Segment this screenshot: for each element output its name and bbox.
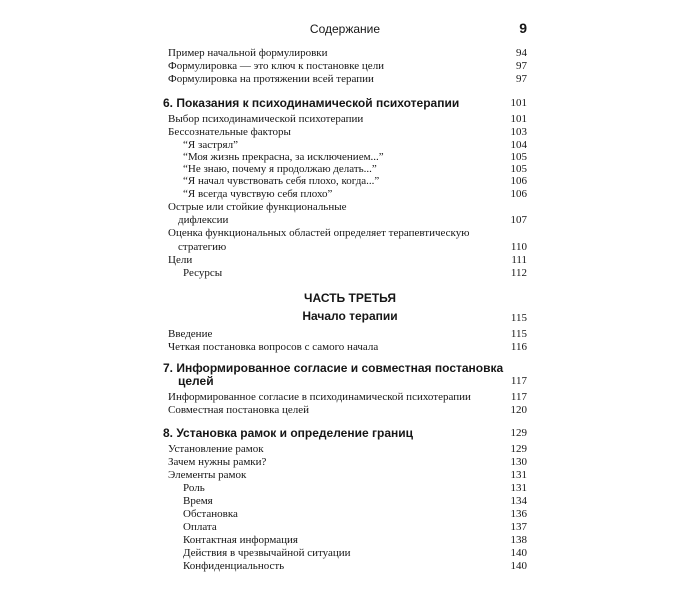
toc-entry-page: 137 xyxy=(510,521,527,533)
toc-entry-text: Время xyxy=(183,495,213,507)
toc-entry-text: “Не знаю, почему я продолжаю делать...” xyxy=(183,163,377,175)
running-header xyxy=(163,20,527,38)
toc-entry-page: 103 xyxy=(510,126,527,138)
toc-entry-text: Формулировка на протяжении всей терапии xyxy=(168,73,374,85)
toc-entry-text: Установление рамок xyxy=(168,443,264,455)
toc-entry-text: Оплата xyxy=(183,521,217,533)
toc-entry-text: стратегию xyxy=(178,241,227,253)
toc-entry-page: 138 xyxy=(510,534,527,546)
toc-entry-text: Бессознательные факторы xyxy=(168,126,291,138)
toc-entry-text: Зачем нужны рамки? xyxy=(168,456,267,468)
page-number: 9 xyxy=(519,20,527,36)
toc-entry-page: 106 xyxy=(510,175,527,187)
toc-entry-text: Четкая постановка вопросов с самого начала xyxy=(168,341,379,353)
toc-entry-page: 131 xyxy=(510,482,527,494)
toc-entry-page: 140 xyxy=(510,547,527,559)
toc-entry-page: 130 xyxy=(510,456,527,468)
toc-entry-text: Элементы рамок xyxy=(168,469,247,481)
toc-entry-text: “Я застрял” xyxy=(183,139,238,151)
toc-entry-page: 111 xyxy=(511,254,527,266)
running-header-title: Содержание xyxy=(309,22,381,36)
toc-entry-text: дифлексии xyxy=(178,214,229,226)
part-subtitle: Начало терапии xyxy=(302,309,398,323)
toc-entry-text: Острые или стойкие функциональные xyxy=(168,201,347,213)
toc-entry-page: 105 xyxy=(510,163,527,175)
toc-entry-page: 117 xyxy=(510,375,527,387)
toc-entry-text: “Я начал чувствовать себя плохо, когда...” xyxy=(183,175,380,187)
toc-entry-page: 101 xyxy=(510,113,527,125)
toc-entry-text: “Я всегда чувствую себя плохо” xyxy=(183,188,333,200)
toc-entry-page: 115 xyxy=(510,312,527,324)
toc-entry-page: 136 xyxy=(510,508,527,520)
toc-entry-text: Конфиденциальность xyxy=(183,560,285,572)
toc-entry-text: Введение xyxy=(168,328,213,340)
toc-entry-page: 105 xyxy=(510,151,527,163)
toc-entry-page: 134 xyxy=(510,495,527,507)
toc-entry-page: 117 xyxy=(510,391,527,403)
toc-entry-text: Обстановка xyxy=(183,508,238,520)
toc-chapter-title: 7. Информированное согласие и совместная постановка xyxy=(163,361,504,375)
toc-entry-page: 101 xyxy=(510,97,527,109)
toc-entry-text: Совместная постановка целей xyxy=(168,404,310,416)
toc-chapter-title: целей xyxy=(178,374,214,388)
toc-entry-page: 107 xyxy=(510,214,527,226)
toc-entry-page: 97 xyxy=(516,73,527,85)
toc-entry-page: 120 xyxy=(510,404,527,416)
toc-entry-page: 106 xyxy=(510,188,527,200)
toc-entry-text: Формулировка — это ключ к постановке цели xyxy=(168,60,385,72)
toc-entry-text: Ресурсы xyxy=(183,267,223,279)
toc-entry-page: 131 xyxy=(510,469,527,481)
toc-entry-text: Действия в чрезвычайной ситуации xyxy=(183,547,351,559)
toc-entry-text: Оценка функциональных областей определяет терапевтическую xyxy=(168,227,470,239)
toc-entry-page: 129 xyxy=(510,443,527,455)
toc-entry-page: 129 xyxy=(510,427,527,439)
toc-entry-page: 110 xyxy=(510,241,527,253)
toc-chapter-title: 8. Установка рамок и определение границ xyxy=(163,426,413,440)
toc-entry-text: Выбор психодинамической психотерапии xyxy=(168,113,364,125)
toc-chapter-title: 6. Показания к психодинамической психотерапии xyxy=(163,96,460,110)
toc-entry-page: 140 xyxy=(510,560,527,572)
part-title: ЧАСТЬ ТРЕТЬЯ xyxy=(304,291,396,305)
toc-entry-text: Информированное согласие в психодинамической психотерапии xyxy=(168,391,471,403)
toc-entry-page: 94 xyxy=(516,47,527,59)
toc-entry-text: Пример начальной формулировки xyxy=(168,47,328,59)
toc-entry-text: Цели xyxy=(168,254,193,266)
toc-entry-page: 115 xyxy=(510,328,527,340)
toc-entry-page: 97 xyxy=(516,60,527,72)
toc-entry-page: 104 xyxy=(510,139,527,151)
toc-entry-page: 116 xyxy=(510,341,527,353)
toc-entry-text: Контактная информация xyxy=(183,534,298,546)
toc-entry-text: Роль xyxy=(183,482,205,494)
toc-entry-text: “Моя жизнь прекрасна, за исключением...” xyxy=(183,151,384,163)
toc-entry-page: 112 xyxy=(510,267,527,279)
